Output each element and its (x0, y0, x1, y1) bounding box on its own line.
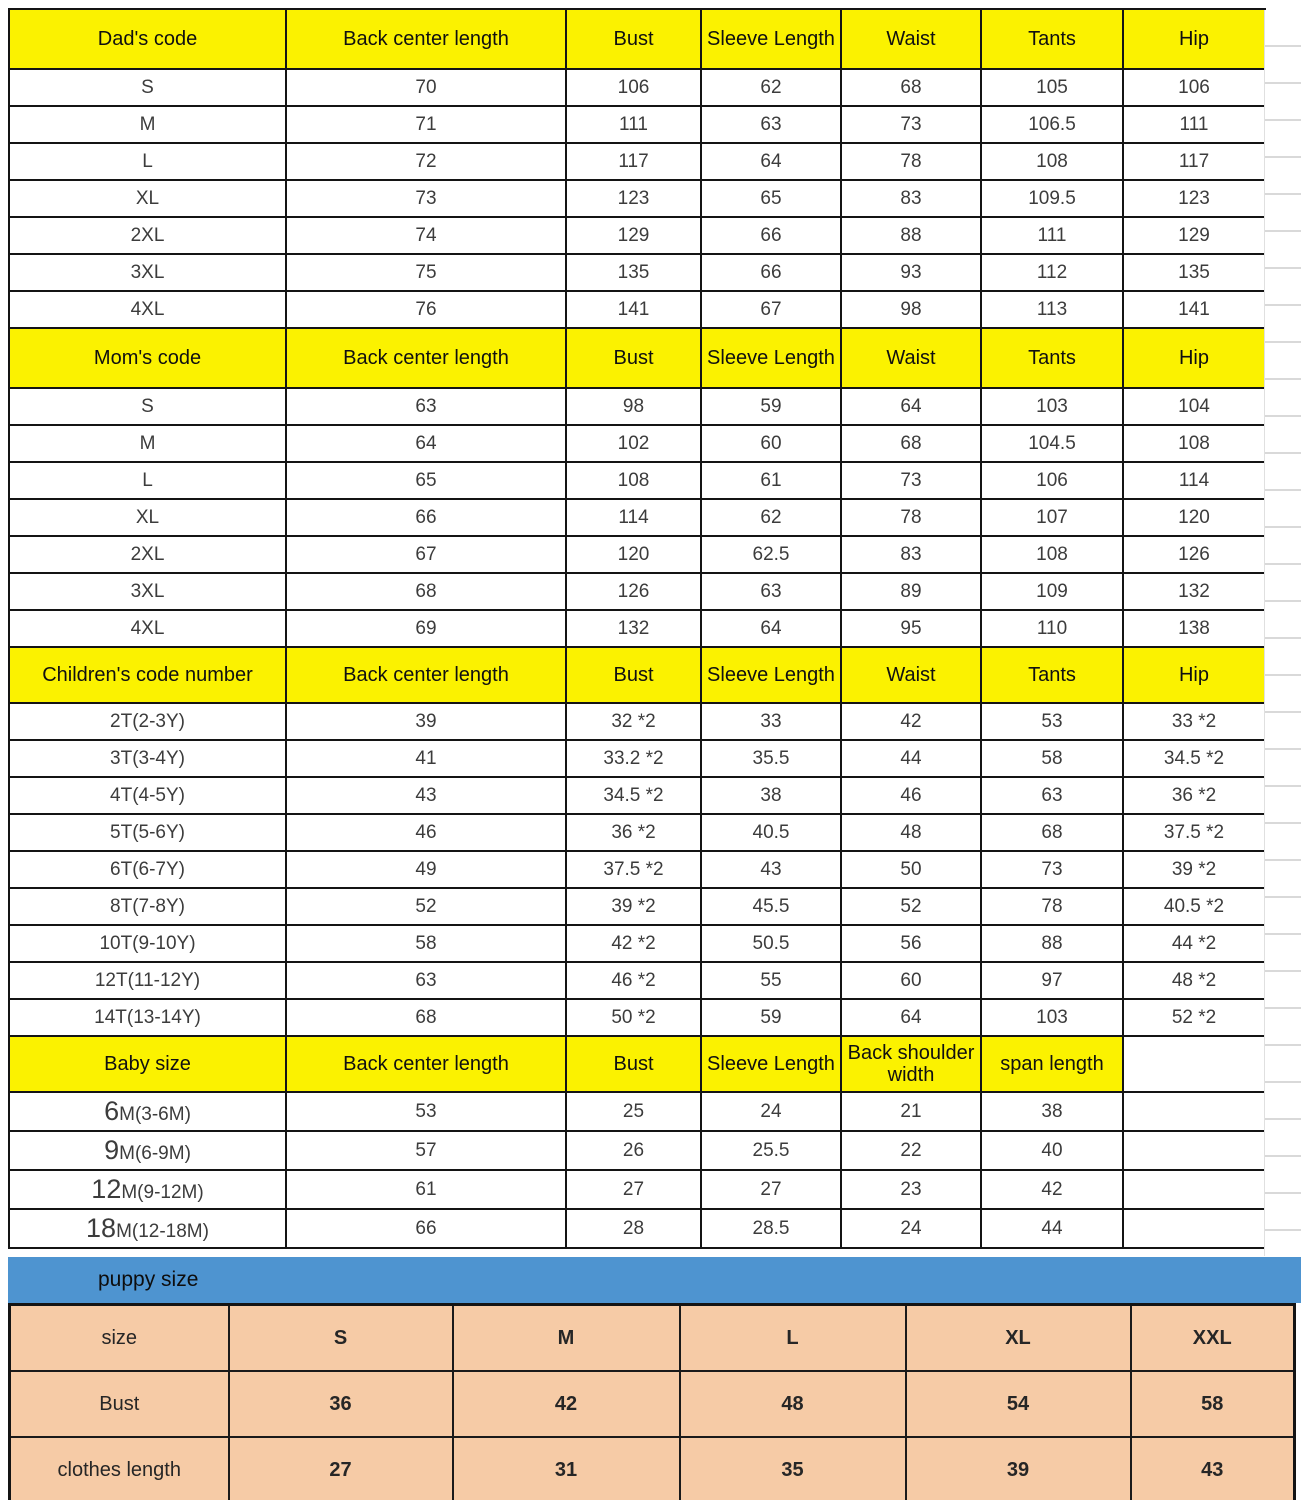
size-value: 50.5 (701, 925, 841, 962)
size-value: 35 (680, 1437, 906, 1500)
header-row (9, 9, 1265, 69)
size-value: 95 (841, 610, 981, 647)
size-value: 120 (1123, 499, 1265, 536)
size-value: 104.5 (981, 425, 1123, 462)
size-value: 78 (841, 143, 981, 180)
table-row (9, 69, 1265, 106)
size-value: 114 (566, 499, 701, 536)
size-value: 106 (1123, 69, 1265, 106)
size-value: 46 *2 (566, 962, 701, 999)
size-value: 33 *2 (1123, 703, 1265, 740)
table-row (9, 536, 1265, 573)
size-value: 64 (286, 425, 566, 462)
empty-cell (1123, 1092, 1265, 1131)
column-header: Back center length (286, 328, 566, 388)
table-row (9, 425, 1265, 462)
size-value: 109 (981, 573, 1123, 610)
table-row (9, 703, 1265, 740)
size-value: 103 (981, 999, 1123, 1036)
column-header: Sleeve Length (701, 9, 841, 69)
size-value: XL (906, 1305, 1131, 1372)
size-value: 54 (906, 1371, 1131, 1437)
row-label: 10T(9-10Y) (9, 925, 286, 962)
header-row (9, 328, 1265, 388)
size-value: 73 (286, 180, 566, 217)
row-label-big-digit: 6 (104, 1096, 120, 1126)
column-header: Sleeve Length (701, 328, 841, 388)
size-value: 52 (286, 888, 566, 925)
size-value: 66 (286, 499, 566, 536)
row-label: 9M(6-9M) (9, 1131, 286, 1170)
table-row (9, 740, 1265, 777)
size-value: 74 (286, 217, 566, 254)
row-label: 3XL (9, 573, 286, 610)
size-value: M (453, 1305, 680, 1372)
table-row (10, 1305, 1295, 1372)
column-header: Hip (1123, 647, 1265, 703)
size-value: 25 (566, 1092, 701, 1131)
size-value: 67 (286, 536, 566, 573)
size-value: 66 (701, 217, 841, 254)
column-header: Waist (841, 328, 981, 388)
table-row (9, 106, 1265, 143)
size-value: 111 (1123, 106, 1265, 143)
size-value: 135 (566, 254, 701, 291)
size-value: 27 (566, 1170, 701, 1209)
size-value: 40.5 *2 (1123, 888, 1265, 925)
size-value: 68 (981, 814, 1123, 851)
size-value: 59 (701, 999, 841, 1036)
row-label: 3T(3-4Y) (9, 740, 286, 777)
row-label-big-digit: 18 (86, 1213, 117, 1243)
table-row (9, 291, 1265, 328)
header-row (9, 1036, 1265, 1092)
size-value: 66 (701, 254, 841, 291)
size-value: 62 (701, 69, 841, 106)
size-value: 31 (453, 1437, 680, 1500)
size-value: 40 (981, 1131, 1123, 1170)
size-value: 98 (841, 291, 981, 328)
size-value: 78 (841, 499, 981, 536)
size-value: 63 (981, 777, 1123, 814)
size-value: 64 (701, 610, 841, 647)
column-header: span length (981, 1036, 1123, 1092)
column-header: Dad's code (9, 9, 286, 69)
size-value: 89 (841, 573, 981, 610)
size-value: 64 (841, 388, 981, 425)
row-label: 5T(5-6Y) (9, 814, 286, 851)
header-row (9, 647, 1265, 703)
size-value: 73 (841, 106, 981, 143)
table-row (9, 143, 1265, 180)
size-value: 141 (566, 291, 701, 328)
size-value: 111 (981, 217, 1123, 254)
empty-cell (1123, 1170, 1265, 1209)
column-header: Tants (981, 9, 1123, 69)
size-value: 114 (1123, 462, 1265, 499)
size-value: 58 (981, 740, 1123, 777)
size-value: 48 *2 (1123, 962, 1265, 999)
mom-size-table (8, 327, 1266, 648)
column-header: Back shoulder width (841, 1036, 981, 1092)
row-label: Bust (10, 1371, 229, 1437)
row-label: clothes length (10, 1437, 229, 1500)
size-value: 60 (701, 425, 841, 462)
dad-size-table (8, 8, 1266, 329)
column-header: Back center length (286, 9, 566, 69)
row-label: 12T(11-12Y) (9, 962, 286, 999)
size-value: 42 (453, 1371, 680, 1437)
size-value: 117 (1123, 143, 1265, 180)
column-header: Waist (841, 9, 981, 69)
row-label: 4T(4-5Y) (9, 777, 286, 814)
size-value: 88 (841, 217, 981, 254)
size-value: 73 (841, 462, 981, 499)
size-value: 132 (1123, 573, 1265, 610)
size-value: 59 (701, 388, 841, 425)
size-value: 129 (566, 217, 701, 254)
size-value: 33.2 *2 (566, 740, 701, 777)
table-row (9, 925, 1265, 962)
size-value: 112 (981, 254, 1123, 291)
row-label: 2XL (9, 217, 286, 254)
table-row (9, 962, 1265, 999)
size-value: 104 (1123, 388, 1265, 425)
table-row (9, 573, 1265, 610)
size-value: 49 (286, 851, 566, 888)
size-value: 42 *2 (566, 925, 701, 962)
size-value: 53 (286, 1092, 566, 1131)
row-label: S (9, 69, 286, 106)
size-value: 44 *2 (1123, 925, 1265, 962)
column-header: Sleeve Length (701, 1036, 841, 1092)
column-header: Tants (981, 328, 1123, 388)
size-value: 64 (701, 143, 841, 180)
size-value: 120 (566, 536, 701, 573)
row-label: size (10, 1305, 229, 1372)
size-value: 103 (981, 388, 1123, 425)
size-value: 60 (841, 962, 981, 999)
size-value: 22 (841, 1131, 981, 1170)
column-header: Waist (841, 647, 981, 703)
table-row (9, 1092, 1265, 1131)
size-value: 83 (841, 180, 981, 217)
column-header: Hip (1123, 9, 1265, 69)
column-header: Back center length (286, 647, 566, 703)
size-value: 126 (566, 573, 701, 610)
puppy-size-banner (8, 1257, 1301, 1303)
size-value: 46 (841, 777, 981, 814)
table-row (9, 1131, 1265, 1170)
puppy-size-title: puppy size (98, 1268, 199, 1291)
size-value: 58 (1131, 1371, 1295, 1437)
size-value: 78 (981, 888, 1123, 925)
row-label: M (9, 106, 286, 143)
column-header: Bust (566, 328, 701, 388)
size-value: 36 *2 (566, 814, 701, 851)
table-row (9, 888, 1265, 925)
column-header: Mom's code (9, 328, 286, 388)
size-value: 129 (1123, 217, 1265, 254)
column-header: Bust (566, 9, 701, 69)
size-value: 102 (566, 425, 701, 462)
size-value: 61 (286, 1170, 566, 1209)
size-value: 39 *2 (566, 888, 701, 925)
table-row (9, 180, 1265, 217)
size-value: 141 (1123, 291, 1265, 328)
size-value: 26 (566, 1131, 701, 1170)
size-value: 41 (286, 740, 566, 777)
size-value: 40.5 (701, 814, 841, 851)
size-value: 106 (566, 69, 701, 106)
size-value: 36 (229, 1371, 453, 1437)
size-value: 48 (680, 1371, 906, 1437)
column-header: Bust (566, 1036, 701, 1092)
size-value: 123 (1123, 180, 1265, 217)
size-value: 50 (841, 851, 981, 888)
size-value: 68 (841, 425, 981, 462)
row-label: 18M(12-18M) (9, 1209, 286, 1248)
size-value: 63 (286, 962, 566, 999)
size-value: 107 (981, 499, 1123, 536)
size-value: 24 (841, 1209, 981, 1248)
size-value: 93 (841, 254, 981, 291)
row-label: L (9, 143, 286, 180)
size-value: 37.5 *2 (1123, 814, 1265, 851)
row-label: 6T(6-7Y) (9, 851, 286, 888)
row-label: 4XL (9, 610, 286, 647)
size-value: 37.5 *2 (566, 851, 701, 888)
size-value: 32 *2 (566, 703, 701, 740)
size-value: 36 *2 (1123, 777, 1265, 814)
size-value: 42 (841, 703, 981, 740)
size-value: 55 (701, 962, 841, 999)
size-value: 39 (286, 703, 566, 740)
column-header (1123, 1036, 1265, 1092)
children-size-table (8, 646, 1266, 1037)
size-value: 126 (1123, 536, 1265, 573)
size-value: 73 (981, 851, 1123, 888)
size-value: 38 (981, 1092, 1123, 1131)
row-label: 14T(13-14Y) (9, 999, 286, 1036)
size-value: 57 (286, 1131, 566, 1170)
table-row (9, 999, 1265, 1036)
size-value: 21 (841, 1092, 981, 1131)
column-header: Sleeve Length (701, 647, 841, 703)
empty-cell (1123, 1209, 1265, 1248)
puppy-size-table (8, 1303, 1296, 1500)
size-value: 42 (981, 1170, 1123, 1209)
size-value: 65 (701, 180, 841, 217)
size-value: 43 (701, 851, 841, 888)
row-label: 2XL (9, 536, 286, 573)
size-value: 27 (701, 1170, 841, 1209)
size-value: 45.5 (701, 888, 841, 925)
size-value: L (680, 1305, 906, 1372)
row-label: L (9, 462, 286, 499)
size-value: 62 (701, 499, 841, 536)
size-value: 48 (841, 814, 981, 851)
size-value: 70 (286, 69, 566, 106)
row-label: XL (9, 180, 286, 217)
size-value: 62.5 (701, 536, 841, 573)
size-value: 63 (701, 573, 841, 610)
row-label: M (9, 425, 286, 462)
size-value: 63 (286, 388, 566, 425)
column-header: Baby size (9, 1036, 286, 1092)
size-value: 39 *2 (1123, 851, 1265, 888)
size-value: 38 (701, 777, 841, 814)
size-value: 35.5 (701, 740, 841, 777)
size-value: 58 (286, 925, 566, 962)
table-row (10, 1437, 1295, 1500)
size-value: 65 (286, 462, 566, 499)
size-value: 23 (841, 1170, 981, 1209)
table-row (9, 851, 1265, 888)
size-value: 71 (286, 106, 566, 143)
table-row (9, 462, 1265, 499)
baby-size-table (8, 1035, 1266, 1249)
size-value: 28 (566, 1209, 701, 1248)
row-label: 4XL (9, 291, 286, 328)
size-value: 68 (841, 69, 981, 106)
size-value: 56 (841, 925, 981, 962)
size-value: 28.5 (701, 1209, 841, 1248)
table-row (9, 254, 1265, 291)
size-value: 53 (981, 703, 1123, 740)
size-value: 106 (981, 462, 1123, 499)
row-label: XL (9, 499, 286, 536)
size-value: 97 (981, 962, 1123, 999)
column-header: Hip (1123, 328, 1265, 388)
table-row (9, 499, 1265, 536)
table-row (9, 1209, 1265, 1248)
size-value: 109.5 (981, 180, 1123, 217)
size-value: 98 (566, 388, 701, 425)
size-value: 24 (701, 1092, 841, 1131)
row-label: 6M(3-6M) (9, 1092, 286, 1131)
size-value: 34.5 *2 (566, 777, 701, 814)
size-value: 72 (286, 143, 566, 180)
size-value: 61 (701, 462, 841, 499)
size-value: S (229, 1305, 453, 1372)
size-value: 43 (1131, 1437, 1295, 1500)
size-value: 68 (286, 999, 566, 1036)
size-value: 46 (286, 814, 566, 851)
size-value: 108 (981, 536, 1123, 573)
size-value: 43 (286, 777, 566, 814)
table-row (9, 610, 1265, 647)
size-value: 106.5 (981, 106, 1123, 143)
size-value: 44 (981, 1209, 1123, 1248)
empty-cell (1123, 1131, 1265, 1170)
size-value: 25.5 (701, 1131, 841, 1170)
size-value: 44 (841, 740, 981, 777)
size-value: 110 (981, 610, 1123, 647)
size-value: 113 (981, 291, 1123, 328)
size-value: 52 (841, 888, 981, 925)
row-label-big-digit: 12 (91, 1174, 122, 1204)
row-label: 3XL (9, 254, 286, 291)
size-value: 76 (286, 291, 566, 328)
table-row (10, 1371, 1295, 1437)
size-value: 83 (841, 536, 981, 573)
column-header: Tants (981, 647, 1123, 703)
size-value: 88 (981, 925, 1123, 962)
size-value: 138 (1123, 610, 1265, 647)
size-value: 64 (841, 999, 981, 1036)
row-label: 12M(9-12M) (9, 1170, 286, 1209)
size-value: 67 (701, 291, 841, 328)
table-row (9, 814, 1265, 851)
size-value: 52 *2 (1123, 999, 1265, 1036)
size-value: 75 (286, 254, 566, 291)
row-label: 2T(2-3Y) (9, 703, 286, 740)
size-value: 39 (906, 1437, 1131, 1500)
spreadsheet-gridlines (1264, 10, 1301, 1256)
size-value: 50 *2 (566, 999, 701, 1036)
table-row (9, 1170, 1265, 1209)
size-value: 123 (566, 180, 701, 217)
table-row (9, 777, 1265, 814)
size-value: 108 (1123, 425, 1265, 462)
row-label: S (9, 388, 286, 425)
column-header: Bust (566, 647, 701, 703)
size-value: 111 (566, 106, 701, 143)
size-value: 66 (286, 1209, 566, 1248)
row-label: 8T(7-8Y) (9, 888, 286, 925)
size-value: 68 (286, 573, 566, 610)
table-row (9, 217, 1265, 254)
size-value: 33 (701, 703, 841, 740)
row-label-big-digit: 9 (104, 1135, 120, 1165)
size-value: 108 (981, 143, 1123, 180)
size-value: 34.5 *2 (1123, 740, 1265, 777)
size-value: 63 (701, 106, 841, 143)
size-value: 108 (566, 462, 701, 499)
size-value: 135 (1123, 254, 1265, 291)
size-value: 132 (566, 610, 701, 647)
size-value: 27 (229, 1437, 453, 1500)
table-row (9, 388, 1265, 425)
column-header: Children's code number (9, 647, 286, 703)
size-value: 117 (566, 143, 701, 180)
column-header: Back center length (286, 1036, 566, 1092)
size-value: 105 (981, 69, 1123, 106)
size-value: XXL (1131, 1305, 1295, 1372)
size-value: 69 (286, 610, 566, 647)
